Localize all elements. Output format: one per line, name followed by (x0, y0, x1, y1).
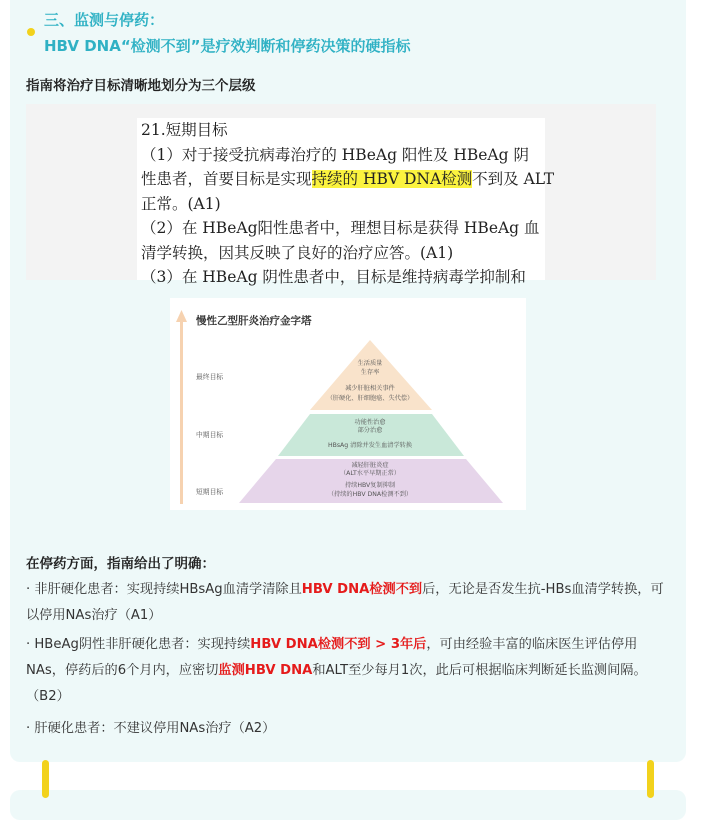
bullet-text: · 非肝硬化患者：实现持续HBsAg血清学清除且 (26, 582, 302, 597)
pyramid-top-text: （肝硬化、肝细胞癌、失代偿） (326, 395, 414, 402)
pyramid-bottom-text: 持续HBV复制抑制 (344, 482, 396, 489)
level-mid-label: 中期目标 (196, 431, 224, 439)
pyramid-arrow-shaft (180, 320, 183, 504)
section-subtitle: HBV DNA“检测不到”是疗效判断和停药决策的硬指标 (44, 37, 411, 55)
decorative-bar-right (647, 760, 654, 798)
bullet-non-cirrhosis (26, 577, 676, 629)
excerpt-text: 不到及 ALT (472, 170, 555, 188)
pyramid-arrow-head (176, 310, 187, 322)
level-final-label: 最终目标 (196, 373, 224, 381)
bullet-emphasis: HBV DNA检测不到 > 3年后 (250, 637, 427, 652)
pyramid-middle-text: 部分治愈 (357, 427, 383, 434)
pyramid-top-text: 生存率 (360, 369, 380, 376)
guideline-excerpt (137, 118, 555, 286)
pyramid-top-text: 生活质量 (357, 360, 383, 367)
bullet-text: · HBeAg阴性非肝硬化患者：实现持续 (26, 637, 251, 652)
pyramid-middle-text: 功能性治愈 (354, 419, 386, 426)
level-short-label: 短期目标 (196, 488, 224, 496)
excerpt-line: （2）在 HBeAg阳性患者中，理想目标是获得 HBeAg 血 (141, 219, 540, 237)
excerpt-line: 21.短期目标 (141, 121, 228, 139)
treatment-pyramid-figure (170, 298, 526, 510)
intro-text: 指南将治疗目标清晰地划分为三个层级 (26, 78, 256, 94)
excerpt-highlight: 持续的 HBV DNA检测 (311, 170, 473, 188)
section-title: 三、监测与停药： (44, 11, 165, 29)
bullet-emphasis: 监测HBV DNA (218, 663, 313, 678)
bullet-cirrhosis: · 肝硬化患者：不建议停用NAs治疗（A2） (26, 721, 276, 736)
pyramid-bottom-text: （持续的HBV DNA检测不到） (327, 491, 413, 498)
bullet-dot (27, 28, 35, 36)
bullet-hbeag-negative (26, 632, 676, 710)
bullet-emphasis: HBV DNA检测不到 (301, 582, 423, 597)
pyramid-middle-text: HBsAg 清除并发生血清学转换 (327, 442, 413, 449)
excerpt-line: （3）在 HBeAg 阴性患者中，目标是维持病毒学抑制和 (141, 268, 526, 286)
pyramid-bottom-text: （ALT水平早期正常） (339, 470, 401, 477)
excerpt-text: 性患者，首要目标是实现 (141, 170, 312, 188)
bullet-text: 和ALT至少每月1次，此后可根据临床判断延长监测间隔。（B2） (26, 663, 647, 704)
bullet-text: 后，无论是否发生抗-HBs血清学转换，可以停用NAs治疗（A1） (26, 582, 664, 623)
stop-heading: 在停药方面，指南给出了明确： (26, 556, 215, 572)
bullet-text: ，可由经验丰富的临床医生评估停用NAs，停药后的6个月内，应密切 (26, 637, 638, 678)
decorative-bar-left (42, 760, 49, 798)
pyramid-top-text: 减少肝脏相关事件 (345, 385, 395, 392)
excerpt-line (137, 167, 555, 192)
pyramid-title: 慢性乙型肝炎治疗金字塔 (196, 315, 312, 327)
next-section-card (10, 790, 686, 820)
pyramid-bottom-text: 减轻肝脏炎症 (351, 462, 389, 469)
pyramid-svg (170, 298, 526, 510)
excerpt-line: 清学转换，因其反映了良好的治疗应答。(A1) (141, 243, 454, 262)
excerpt-line: 正常。(A1) (141, 194, 221, 213)
excerpt-line: （1）对于接受抗病毒治疗的 HBeAg 阳性及 HBeAg 阴 (141, 145, 529, 164)
